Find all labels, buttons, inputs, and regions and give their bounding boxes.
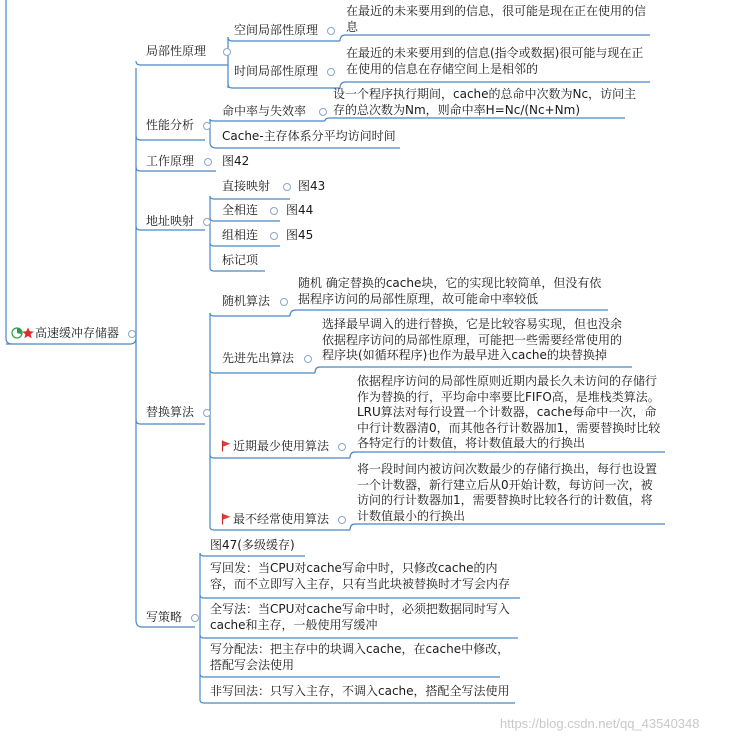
- progress-pie-icon: [12, 328, 22, 338]
- root-topic[interactable]: 高速缓冲存储器: [35, 326, 120, 340]
- topic-lfu-algorithm[interactable]: 最不经常使用算法: [233, 512, 330, 526]
- collapse-toggle-lru-algorithm[interactable]: [338, 443, 346, 451]
- red-flag-icon: [221, 440, 231, 452]
- link-figure-45[interactable]: 图45: [286, 228, 314, 242]
- topic-set-associative[interactable]: 组相连: [222, 228, 259, 242]
- topic-average-access-time[interactable]: Cache-主存体系分平均访问时间: [222, 129, 396, 143]
- topic-tag-entry[interactable]: 标记项: [222, 253, 259, 267]
- collapse-toggle-lfu-algorithm[interactable]: [338, 516, 346, 524]
- note-temporal-locality: 在最近的未来要用到的信息(指令或数据)很可能与现在正 在使用的信息在存储空间上是相邻的: [346, 46, 644, 76]
- topic-spatial-locality[interactable]: 空间局部性原理: [234, 23, 319, 37]
- topic-hit-rate[interactable]: 命中率与失效率: [222, 104, 307, 118]
- collapse-toggle-fully-associative[interactable]: [270, 207, 278, 215]
- topic-write-back[interactable]: 写回发：当CPU对cache写命中时，只修改cache的内 容，而不立即写入主存，只有当此块被替换时才写会内存: [210, 561, 511, 591]
- note-fifo-algorithm: 选择最早调入的进行替换，它是比较容易实现，但也没余 依据程序访问的局部性原理，可能把一些需要经常使用的 程序块(如循环程序)也作为最早进入cache的块替换掉: [322, 317, 623, 362]
- topic-fifo-algorithm[interactable]: 先进先出算法: [222, 351, 295, 365]
- red-flag-icon: [221, 513, 231, 525]
- topic-locality[interactable]: 局部性原理: [146, 44, 207, 58]
- collapse-toggle-direct-mapping[interactable]: [283, 183, 291, 191]
- root-icons: [11, 326, 35, 340]
- topic-mapping[interactable]: 地址映射: [146, 214, 195, 228]
- collapse-toggle-temporal-locality[interactable]: [327, 68, 335, 76]
- topic-write-through[interactable]: 全写法：当CPU对cache写命中时，必须把数据同时写入 cache和主存，一般使用写缓冲: [210, 602, 510, 632]
- star-icon: [22, 328, 34, 339]
- collapse-toggle-mapping[interactable]: [203, 218, 211, 226]
- collapse-toggle-spatial-locality[interactable]: [327, 27, 335, 35]
- topic-write-allocate[interactable]: 写分配法：把主存中的块调入cache，在cache中修改， 搭配写会法使用: [210, 642, 510, 672]
- topic-write-policy[interactable]: 写策略: [146, 610, 183, 624]
- link-figure-42[interactable]: 图42: [222, 154, 250, 168]
- note-lru-algorithm: 依据程序访问的局部性原则近期内最长久未访问的存储行 作为替换的行，平均命中率要比FIFO高，是堆栈类算法。 LRU算法对每行设置一个计数器，cache每命中一次，命 中行计数器清0，而其他各行计数器加1，需要替换时比较 各特定行的计数值，将计数值最大的行换出: [357, 374, 661, 450]
- topic-random-algorithm[interactable]: 随机算法: [222, 294, 271, 308]
- watermark: https://blog.csdn.net/qq_43540348: [500, 716, 700, 731]
- topic-performance[interactable]: 性能分析: [146, 118, 195, 132]
- topic-no-write-allocate[interactable]: 非写回法：只写入主存，不调入cache，搭配全写法使用: [210, 684, 510, 698]
- collapse-toggle-working[interactable]: [204, 158, 212, 166]
- collapse-toggle-performance[interactable]: [203, 122, 211, 130]
- link-figure-44[interactable]: 图44: [286, 203, 314, 217]
- link-figure-43[interactable]: 图43: [298, 179, 326, 193]
- collapse-toggle-set-associative[interactable]: [270, 232, 278, 240]
- topic-working[interactable]: 工作原理: [146, 154, 195, 168]
- collapse-toggle-write-policy[interactable]: [191, 614, 199, 622]
- note-lfu-algorithm: 将一段时间内被访问次数最少的存储行换出，每行也设置 一个计数器，新行建立后从0开始计数，每访问一次，被 访问的行计数器加1，需要替换时比较各行的计数值，将 计数值最小的行换出: [357, 462, 658, 523]
- note-random-algorithm: 随机 确定替换的cache块，它的实现比较简单，但没有依 据程序访问的局部性原理，故可能命中率较低: [298, 276, 602, 306]
- topic-lru-algorithm[interactable]: 近期最少使用算法: [233, 439, 330, 453]
- collapse-toggle-random-algorithm[interactable]: [280, 298, 288, 306]
- topic-temporal-locality[interactable]: 时间局部性原理: [234, 64, 319, 78]
- collapse-toggle-replacement[interactable]: [203, 409, 211, 417]
- note-hit-rate: 设一个程序执行期间，cache的总命中次数为Nc，访问主 存的总次数为Nm，则命中率H=Nc/(Nc+Nm): [333, 87, 637, 117]
- note-spatial-locality: 在最近的未来要用到的信息，很可能是现在正在使用的信 息: [346, 4, 647, 34]
- link-figure-47[interactable]: 图47(多级缓存): [210, 538, 295, 552]
- collapse-toggle-hit-rate[interactable]: [319, 108, 327, 116]
- collapse-toggle-locality[interactable]: [223, 48, 231, 56]
- collapse-toggle-root[interactable]: [128, 330, 136, 338]
- topic-fully-associative[interactable]: 全相连: [222, 203, 259, 217]
- topic-direct-mapping[interactable]: 直接映射: [222, 179, 271, 193]
- topic-replacement[interactable]: 替换算法: [146, 405, 195, 419]
- collapse-toggle-fifo-algorithm[interactable]: [304, 355, 312, 363]
